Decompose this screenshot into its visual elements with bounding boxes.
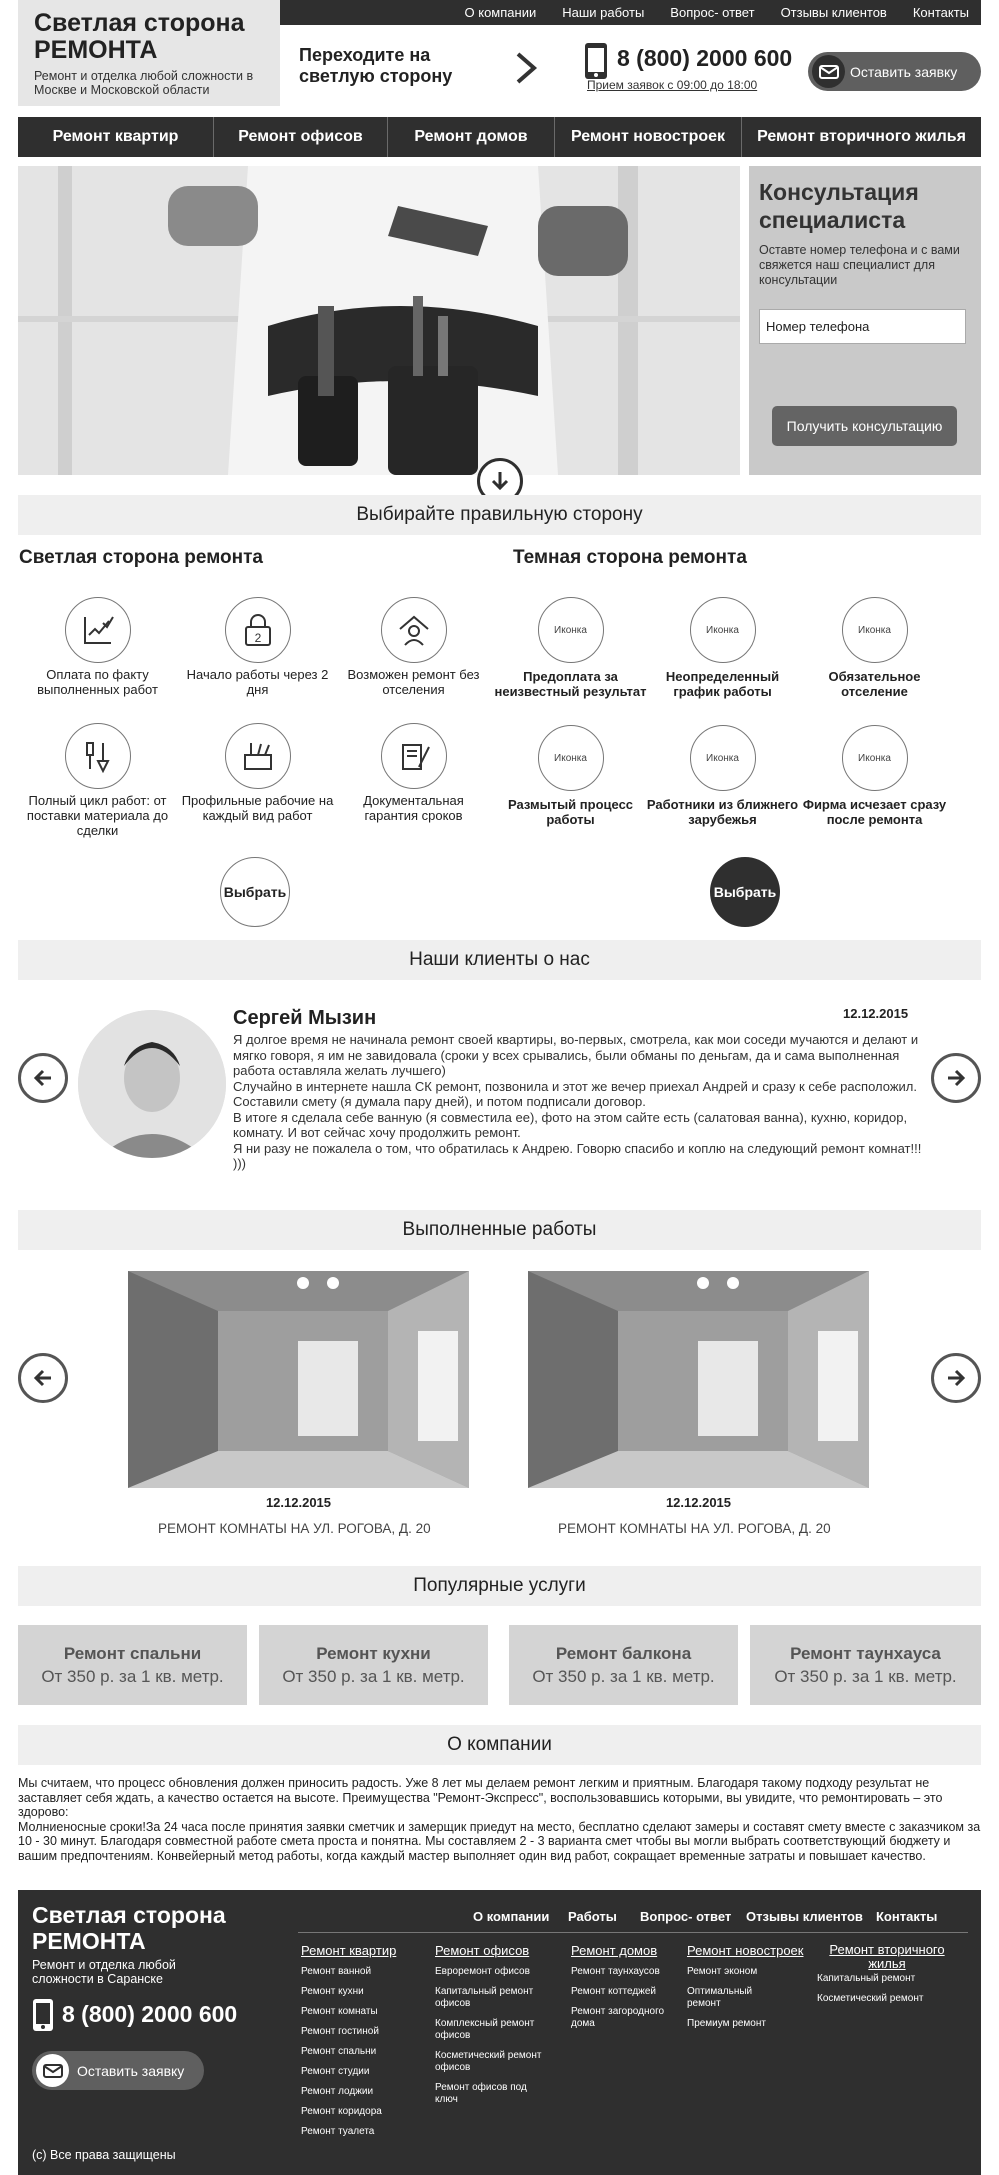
footer-col-title[interactable]: Ремонт квартир [301,1943,397,1958]
icon-placeholder-label: Иконка [706,624,739,636]
slogan: Переходите на светлую сторону [299,45,453,86]
work-title[interactable]: РЕМОНТ КОМНАТЫ НА УЛ. РОГОВА, Д. 20 [558,1521,831,1536]
icon-placeholder-label: Иконка [858,624,891,636]
dark-feature-label: Предоплата за неизвестный результат [494,669,647,699]
footer-col-item[interactable]: Евроремонт офисов [435,1966,530,1977]
arrow-down-icon [488,469,512,493]
light-feature-label: Полный цикл работ: от поставки материала до сделки [26,793,169,838]
footer-brand-title: Светлая сторона РЕМОНТА [32,1902,226,1954]
arrow-right-icon [945,1367,967,1389]
icon-placeholder-label: Иконка [554,752,587,764]
light-side-title: Светлая сторона ремонта [19,547,263,568]
light-feature-no-relocation [336,597,491,697]
lock-number: 2 [254,631,261,645]
reviewer-name: Сергей Мызин [233,1007,377,1029]
review-text [233,1032,923,1172]
placeholder-icon [538,597,604,663]
footer-col-item[interactable]: Ремонт студии [301,2066,370,2077]
footer-col-item[interactable]: Ремонт коридора [301,2106,382,2117]
light-feature-full-cycle [20,723,175,838]
document-pen-icon [381,723,447,789]
footer-brand-subtitle: Ремонт и отделка любой сложности в Саранске [32,1958,176,1986]
mobile-phone-icon [584,42,608,80]
light-choose-button[interactable]: Выбрать [220,857,290,927]
footer-col-item[interactable]: Ремонт гостиной [301,2026,379,2037]
reviews-prev-button[interactable] [18,1053,68,1103]
review-paragraph: В итоге я сделала себе ванную (я совместила ее), фото на этом сайте есть (салатовая ванна), кухню, коридор, комнату. И вот сейчас хочу продолжить ремонт. [233,1109,908,1140]
footer-col-item[interactable]: Оптимальный ремонт [687,1986,753,2009]
mobile-phone-icon [32,1998,54,2032]
light-feature-payment [20,597,175,697]
top-nav-works[interactable]: Наши работы [562,5,645,20]
about-paragraph: Молниеносные сроки!За 24 часа после принятия заявки сметчик и замерщик приедут на место, бесплатно сделают замеры и составят смету вместе с заказчиком за 10 - 30 минут. Благодаря совместной работе смета проста и понятна. Мы составляем 2 - 3 варианта смет чтобы вы могли выбрать соответствующий бюджету и вашим предпочтениям. Конвейерный метод работы, когда каждый мастер выполняет один вид работ, сокращает временные затраты и повышает качество. [18,1819,981,1863]
footer-col-item[interactable]: Капитальный ремонт [817,1973,916,1984]
arrow-right-icon [945,1067,967,1089]
footer-col-item[interactable]: Ремонт лоджии [301,2086,374,2097]
review-paragraph: Я ни разу не пожалела о том, что обратилась к Андрею. Говорю спасибо и коплю на следующий ремонт комнат!!! ))) [233,1140,922,1171]
phone-number-input[interactable]: Номер телефона [759,309,966,344]
dark-feature-vague-process [493,725,648,827]
service-price: От 350 р. за 1 кв. метр. [282,1666,465,1686]
footer-col-item[interactable]: Косметический ремонт офисов [435,2050,542,2073]
toolbox-icon [225,723,291,789]
copyright: (c) Все права защищены [32,2148,176,2162]
house-person-icon [381,597,447,663]
dark-feature-label: Фирма исчезает сразу после ремонта [802,797,947,827]
envelope-icon [36,2054,69,2087]
service-card-bedroom[interactable] [18,1625,247,1705]
work-date: 12.12.2015 [265,1495,332,1510]
light-feature-label: Возможен ремонт без отселения [347,667,480,697]
review-paragraph: Я долгое время не начинала ремонт своей квартиры, во-первых, смотрела, как мои соседи мучаются и делают и мягко говоря, я им не завидовала (сроки у всех срывались, были обманы по деньгам, да и сама выполненная работа оставляла желать лучшего) [233,1032,919,1078]
hero-image [18,166,740,475]
main-nav-secondary[interactable]: Ремонт вторичного жилья [757,128,966,145]
tools-icon [65,723,131,789]
footer-phone[interactable]: 8 (800) 2000 600 [62,2001,238,2027]
footer-col-secondary [817,1943,957,2013]
review-paragraph: Случайно в интернете нашла СК ремонт, позвонила и этот же вечер приехал Андрей и сразу к себе расположил. Составили смету (я думала пару дней), и потом подписали договор. [233,1078,917,1109]
main-nav-houses[interactable]: Ремонт домов [388,117,555,157]
chart-check-icon [65,597,131,663]
top-nav-reviews[interactable]: Отзывы клиентов [780,5,887,20]
footer-col-newbuilds [687,1943,812,2038]
works-next-button[interactable] [931,1353,981,1403]
placeholder-icon [842,725,908,791]
dark-feature-label: Работники из ближнего зарубежья [646,797,799,827]
footer-col-item[interactable]: Ремонт таунхаусов [571,1966,660,1977]
works-prev-button[interactable] [18,1353,68,1403]
dark-feature-prepayment [493,597,648,699]
main-nav [18,117,981,157]
get-consultation-button[interactable]: Получить консультацию [772,406,957,446]
footer-col-item[interactable]: Ремонт комнаты [301,2006,378,2017]
light-feature-label: Оплата по факту выполненных работ [37,667,158,697]
dark-feature-schedule [645,597,800,699]
footer-col-item[interactable]: Капитальный ремонт офисов [435,1986,534,2009]
footer-col-item[interactable]: Ремонт спальни [301,2046,377,2057]
about-header: О компании [18,1725,981,1765]
icon-placeholder-label: Иконка [858,752,891,764]
arrow-left-icon [32,1067,54,1089]
footer-col-title[interactable]: Ремонт вторичного жилья [829,1942,945,1971]
brand-subtitle: Ремонт и отделка любой сложности в Москве и Московской области [34,69,254,97]
work-title[interactable]: РЕМОНТ КОМНАТЫ НА УЛ. РОГОВА, Д. 20 [158,1521,431,1536]
service-price: От 350 р. за 1 кв. метр. [774,1666,957,1686]
footer-divider [298,1932,968,1933]
dark-choose-button[interactable]: Выбрать [710,857,780,927]
dark-feature-workers [645,725,800,827]
work-photo[interactable] [128,1271,469,1488]
service-card-kitchen[interactable] [259,1625,488,1705]
service-name: Ремонт кухни [316,1643,431,1663]
main-nav-newbuilds[interactable]: Ремонт новостроек [555,117,742,157]
consultation-title: Консультация специалиста [759,179,919,233]
dark-feature-label: Обязательное отселение [828,669,921,699]
footer-request-button[interactable] [32,2051,204,2090]
footer-col-offices [435,1943,550,2114]
main-nav-apartments[interactable]: Ремонт квартир [18,117,214,157]
footer-col-item[interactable]: Ремонт офисов под ключ [435,2082,527,2105]
footer-col-item[interactable]: Ремонт туалета [301,2126,375,2137]
phone-hours-link[interactable]: Прием заявок с 09:00 до 18:00 [587,78,758,92]
envelope-icon [812,55,845,88]
works-header: Выполненные работы [18,1210,981,1250]
footer-link-works[interactable]: Работы [568,1909,617,1924]
work-date: 12.12.2015 [665,1495,732,1510]
footer-link-reviews[interactable]: Отзывы клиентов [746,1909,863,1924]
placeholder-icon [842,597,908,663]
footer-col-item[interactable]: Ремонт ванной [301,1966,372,1977]
header-phone[interactable]: 8 (800) 2000 600 [617,45,793,71]
review-date: 12.12.2015 [843,1006,909,1021]
reviews-next-button[interactable] [931,1053,981,1103]
icon-placeholder-label: Иконка [554,624,587,636]
footer-col-title[interactable]: Ремонт офисов [435,1943,530,1958]
footer-brand[interactable] [32,1902,262,1986]
light-feature-start [180,597,335,697]
reviews-header: Наши клиенты о нас [18,940,981,980]
footer-request-label: Оставить заявку [77,2062,185,2079]
service-price: От 350 р. за 1 кв. метр. [41,1666,224,1686]
arrow-left-icon [32,1367,54,1389]
service-price: От 350 р. за 1 кв. метр. [532,1666,715,1686]
dark-feature-label: Неопределенный график работы [665,669,780,699]
icon-placeholder-label: Иконка [706,752,739,764]
brand-block[interactable] [18,0,280,106]
footer-col-item[interactable]: Премиум ремонт [687,2018,766,2029]
reviewer-avatar [78,1010,226,1158]
request-button[interactable] [808,52,981,91]
footer-col-houses [571,1943,681,2038]
footer [18,1890,981,2175]
footer-link-faq[interactable]: Вопрос- ответ [640,1909,732,1924]
about-paragraph: Мы считаем, что процесс обновления должен приносить радость. Уже 8 лет мы делаем ремонт легким и приятным. Благодаря такому подходу результат не заставляет себя ждать, а качество остается на высоте. Преимущества "Ремонт-Экспресс", воспользовавшись которыми, вы увидите, что ремонтировать – это здорово: [18,1776,943,1819]
placeholder-icon [690,597,756,663]
lock-icon [225,597,291,663]
dark-feature-label: Размытый процесс работы [507,797,634,827]
dark-side-title: Темная сторона ремонта [513,547,747,568]
footer-link-about[interactable]: О компании [473,1909,550,1924]
request-button-label: Оставить заявку [850,63,958,80]
placeholder-icon [538,725,604,791]
light-feature-label: Профильные рабочие на каждый вид работ [181,793,334,823]
service-card-townhouse[interactable] [750,1625,981,1705]
light-feature-label: Начало работы через 2 дня [186,667,329,697]
main-nav-offices[interactable]: Ремонт офисов [214,117,388,157]
light-feature-label: Документальная гарантия сроков [363,793,464,823]
about-text [18,1776,981,1863]
footer-col-item[interactable]: Ремонт эконом [687,1966,758,1977]
service-name: Ремонт таунхауса [790,1643,941,1663]
footer-col-title[interactable]: Ремонт новостроек [687,1943,804,1958]
consultation-text: Оставте номер телефона и с вами свяжется наш специалист для консультации [759,243,960,287]
footer-col-item[interactable]: Ремонт коттеджей [571,1986,656,1997]
footer-col-item[interactable]: Ремонт кухни [301,1986,364,1997]
top-nav-contacts[interactable]: Контакты [912,5,969,20]
choose-side-header: Выбирайте правильную сторону [18,495,981,535]
footer-col-item[interactable]: Комплексный ремонт офисов [435,2018,535,2041]
brand-title: Светлая сторона РЕМОНТА [34,9,245,64]
worker-with-tool-belt-image [18,166,740,475]
top-nav-about[interactable]: О компании [464,5,537,20]
services-header: Популярные услуги [18,1566,981,1606]
footer-col-apartments [301,1943,421,2146]
top-nav [280,0,981,25]
service-card-balcony[interactable] [509,1625,738,1705]
service-name: Ремонт спальни [63,1643,202,1663]
placeholder-icon [690,725,756,791]
top-nav-faq[interactable]: Вопрос- ответ [670,5,755,20]
light-feature-guarantee [336,723,491,823]
footer-col-title[interactable]: Ремонт домов [571,1943,658,1958]
work-photo[interactable] [528,1271,869,1488]
chevron-right-icon [512,50,542,86]
dark-feature-disappears [797,725,952,827]
dark-feature-relocation [797,597,952,699]
footer-link-contacts[interactable]: Контакты [876,1909,938,1924]
light-feature-workers [180,723,335,823]
footer-col-item[interactable]: Ремонт загородного дома [571,2006,665,2029]
service-name: Ремонт балкона [555,1643,692,1663]
footer-col-item[interactable]: Косметический ремонт [817,1993,924,2004]
consultation-panel [749,166,981,475]
